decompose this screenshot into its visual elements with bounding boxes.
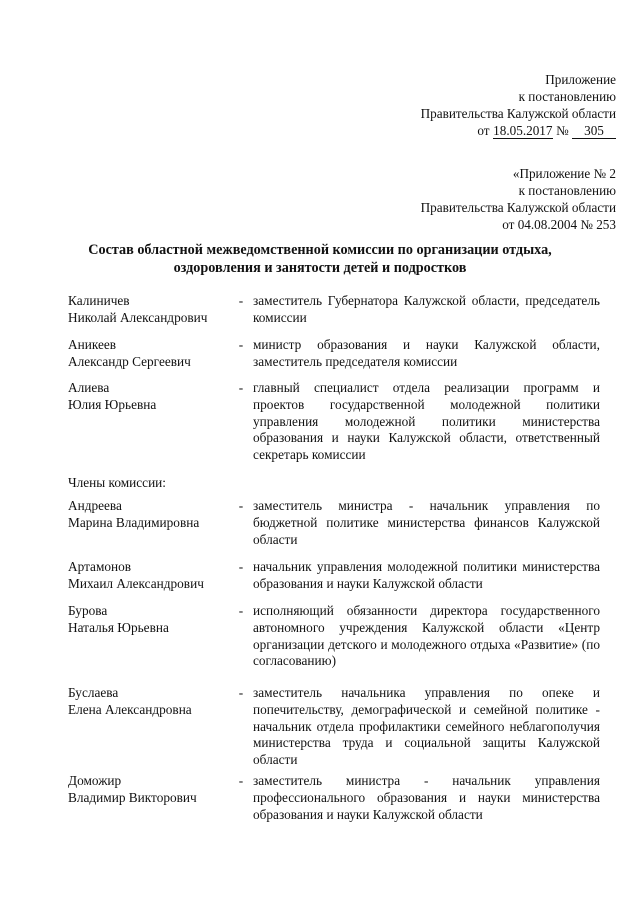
person-surname: Артамонов (68, 559, 132, 574)
resolution-header (421, 71, 616, 139)
header-line-to-resolution: к постановлению (518, 89, 616, 104)
person-position: заместитель министра - начальник управления профессионального образования и науки министерства образования и науки Калужской области (253, 773, 600, 822)
person-position: министр образования и науки Калужской области, заместитель председателя комиссии (253, 337, 600, 369)
person-position: исполняющий обязанности директора государственного автономного учреждения Калужской области «Центр организации детского и молодежного отдыха «Развитие» (по согласованию) (253, 603, 600, 669)
dash-separator: - (238, 337, 244, 352)
document-title (40, 241, 600, 277)
person-name (68, 337, 233, 371)
person-surname: Алиева (68, 380, 110, 395)
header-date-number-line (421, 122, 616, 139)
dash-separator: - (238, 380, 244, 395)
person-name (68, 559, 233, 593)
number-label: № (556, 123, 569, 138)
dash-separator: - (238, 685, 244, 700)
appendix-line-4: от 04.08.2004 № 253 (502, 217, 616, 232)
appendix-header (421, 165, 616, 233)
members-heading: Члены комиссии: (68, 475, 166, 490)
title-line-2: оздоровления и занятости детей и подростков (173, 260, 467, 276)
dash-separator: - (238, 498, 244, 513)
appendix-line-2: к постановлению (518, 183, 616, 198)
person-surname: Калиничев (68, 293, 130, 308)
person-position: главный специалист отдела реализации программ и проектов государственной молодежной политики управления молодежной политики министерства образования и науки Калужской области, ответственный секретарь комиссии (253, 380, 600, 463)
person-position: заместитель министра - начальник управления по бюджетной политике министерства финансов Калужской области (253, 498, 600, 547)
person-surname: Буслаева (68, 685, 119, 700)
dash-separator: - (238, 603, 244, 618)
person-name (68, 773, 233, 807)
dash-separator: - (238, 773, 244, 788)
person-name (68, 293, 233, 327)
resolution-number: 305 (572, 124, 616, 139)
person-name (68, 603, 233, 637)
person-first-name: Елена Александровна (68, 701, 192, 717)
appendix-line-3: Правительства Калужской области (420, 200, 616, 215)
person-surname: Андреева (68, 498, 122, 513)
title-line-1: Состав областной межведомственной комиссии по организации отдыха, (88, 242, 552, 258)
person-first-name: Наталья Юрьевна (68, 619, 169, 635)
person-first-name: Михаил Александрович (68, 575, 204, 591)
person-name (68, 685, 233, 719)
person-surname: Бурова (68, 603, 108, 618)
person-position: начальник управления молодежной политики министерства образования и науки Калужской области (253, 559, 600, 591)
person-position: заместитель начальника управления по опеке и попечительству, демографической и семейной политике - начальник отдела профилактики семейного неблагополучия министерства труда и социальной защиты Калужской области (253, 685, 600, 768)
person-first-name: Юлия Юрьевна (68, 396, 157, 412)
from-label: от (477, 123, 490, 138)
dash-separator: - (238, 559, 244, 574)
header-line-government: Правительства Калужской области (420, 106, 616, 121)
person-first-name: Марина Владимировна (68, 514, 200, 530)
person-surname: Доможир (68, 773, 122, 788)
person-first-name: Александр Сергеевич (68, 353, 191, 369)
person-first-name: Владимир Викторович (68, 789, 197, 805)
resolution-date: 18.05.2017 (493, 123, 553, 138)
header-line-appendix: Приложение (545, 72, 616, 87)
person-surname: Аникеев (68, 337, 117, 352)
dash-separator: - (238, 293, 244, 308)
appendix-line-1: «Приложение № 2 (512, 166, 616, 181)
person-name (68, 380, 233, 414)
person-name (68, 498, 233, 532)
person-position: заместитель Губернатора Калужской области, председатель комиссии (253, 293, 600, 325)
person-first-name: Николай Александрович (68, 309, 208, 325)
